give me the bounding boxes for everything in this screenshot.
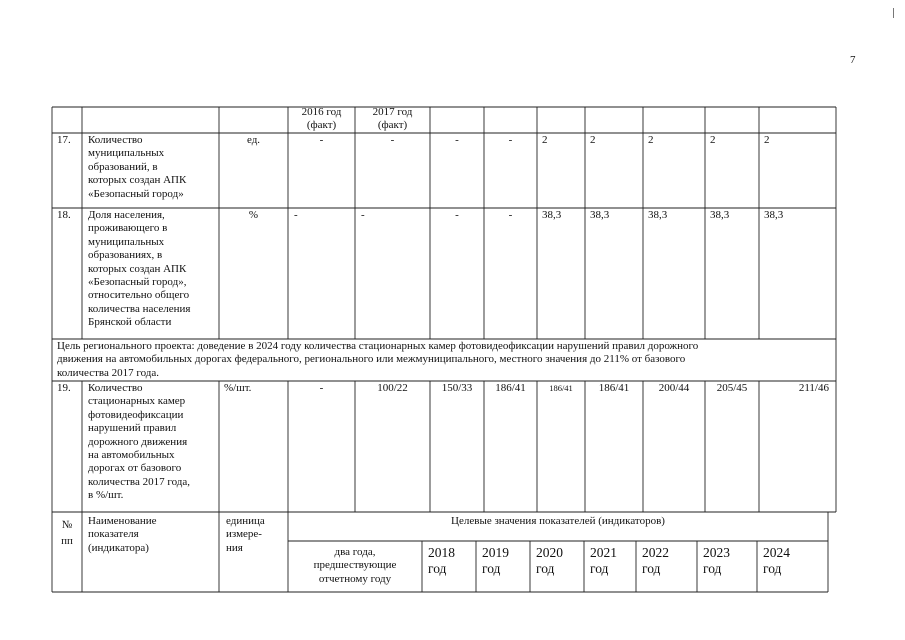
regional-project-goal: Цель регионального проекта: доведение в 2024 году количества стационарных камер фотовидеофиксации нарушений правил дорожного движения на автомобильных дорогах федерального, регионального или межмуниципального, местного значения до 211% от базового количества 2017 года.	[57, 340, 699, 379]
header-2016: 2016 год (факт)	[301, 106, 342, 132]
row-18-value-2021: 38,3	[590, 209, 610, 221]
row-19-value-2016: -	[319, 382, 324, 394]
row-17-value-2017: -	[390, 134, 395, 146]
row-19-unit: %/шт.	[224, 382, 252, 394]
row-19-value-2017: 100/22	[377, 382, 408, 394]
row-18-unit: %	[248, 209, 259, 221]
row-19-name: Количество стационарных камер фотовидеофиксации нарушений правил дорожного движения на автомобильных дорогах от базового количества 2017 года, в %/шт.	[88, 382, 190, 502]
page-number: 7	[850, 54, 856, 66]
row-17-value-2022: 2	[648, 134, 654, 146]
row-19-number: 19.	[57, 382, 71, 394]
row-17-unit: ед.	[246, 134, 261, 146]
row-19-value-2021: 186/41	[598, 382, 630, 394]
row-18-value-2022: 38,3	[648, 209, 668, 221]
row-19-value-2020: 186/41	[549, 383, 573, 393]
row-18-value-2024: 38,3	[764, 209, 784, 221]
row-17-value-2024: 2	[764, 134, 770, 146]
row-17-value-2023: 2	[710, 134, 716, 146]
row-18-value-2016: -	[294, 209, 298, 221]
row-18-value-2017: -	[361, 209, 365, 221]
row-19-value-2023: 205/45	[716, 382, 748, 394]
row-18-value-2018: -	[455, 209, 459, 221]
row-19-value-2022: 200/44	[658, 382, 690, 394]
footer-year-2022: 2022 год	[642, 545, 669, 576]
row-17-name: Количество муниципальных образований, в которых создан АПК «Безопасный город»	[88, 134, 187, 200]
row-17-value-2016: -	[319, 134, 324, 146]
row-19-value-2018: 150/33	[441, 382, 473, 394]
row-17-value-2019: -	[508, 134, 513, 146]
footer-year-2023: 2023 год	[703, 545, 730, 576]
row-18-value-2023: 38,3	[710, 209, 730, 221]
row-17-value-2021: 2	[590, 134, 596, 146]
header-2017: 2017 год (факт)	[372, 106, 413, 132]
footer-number-header: № пп	[61, 519, 73, 547]
footer-two-years: два года, предшествующие отчетному году	[313, 546, 397, 585]
footer-targets-title: Целевые значения показателей (индикаторов)	[451, 515, 665, 527]
row-18-number: 18.	[57, 209, 71, 221]
row-18-value-2019: -	[508, 209, 513, 221]
footer-year-2021: 2021 год	[590, 545, 617, 576]
row-19-value-2019: 186/41	[495, 382, 526, 394]
row-17-number: 17.	[57, 134, 71, 146]
footer-year-2024: 2024 год	[763, 545, 790, 576]
footer-unit-header: единица измере- ния	[226, 515, 265, 554]
footer-year-2018: 2018 год	[428, 545, 455, 576]
row-19-value-2024: 211/46	[798, 382, 829, 394]
row-18-value-2020: 38,3	[542, 209, 562, 221]
row-18-name: Доля населения, проживающего в муниципальных образованиях, в которых создан АПК «Безопасный город», относительно общего количества населения Брянской области	[88, 209, 191, 329]
footer-year-2019: 2019 год	[482, 545, 509, 576]
row-17-value-2018: -	[455, 134, 459, 146]
edge-mark	[893, 8, 894, 18]
footer-name-header: Наименование показателя (индикатора)	[88, 515, 157, 554]
footer-year-2020: 2020 год	[536, 545, 563, 576]
row-17-value-2020: 2	[542, 134, 548, 146]
